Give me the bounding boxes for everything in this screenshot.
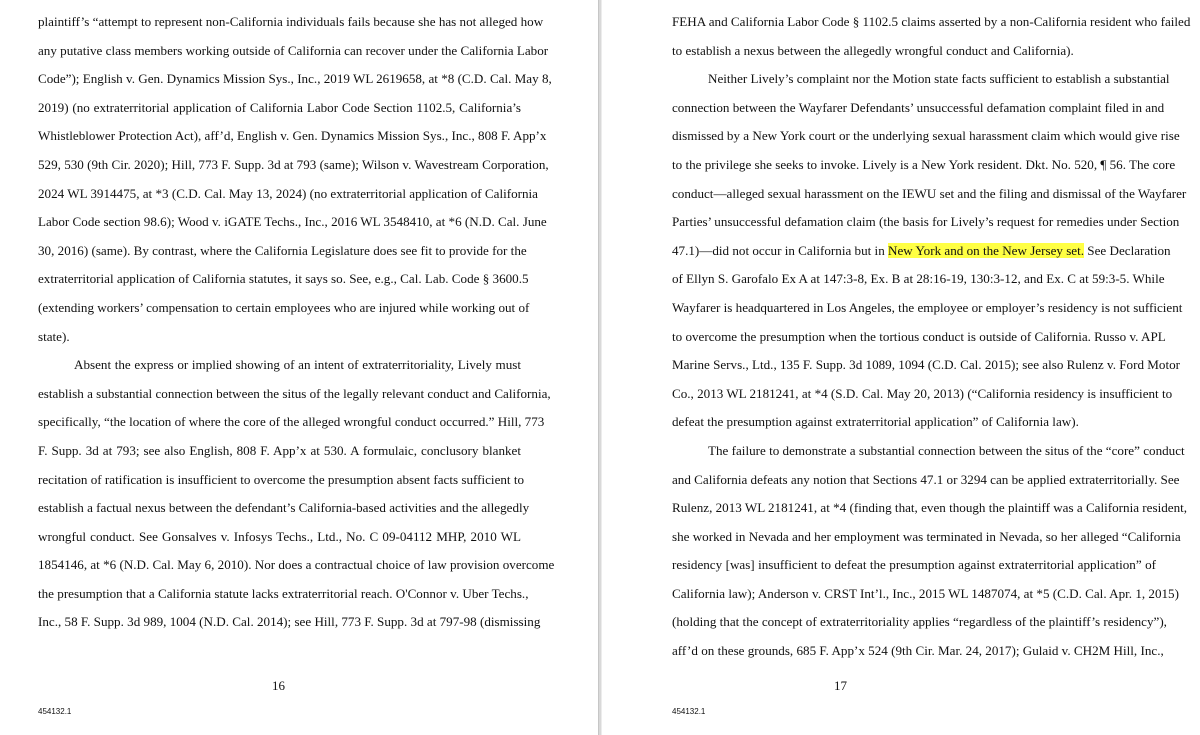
- page-16-body: [38, 8, 555, 637]
- text-line: Labor Code section 98.6); Wood v. iGATE Techs., Inc., 2016 WL 3548410, at *6 (N.D. Cal. June: [38, 214, 547, 230]
- text-line: F. Supp. 3d at 793; see also English, 808 F. App’x at 530. A formulaic, conclusory blanket: [38, 442, 521, 458]
- text-line: (holding that the concept of extraterritoriality applies “regardless of the plaintiff’s residency”),: [672, 614, 1167, 630]
- text-line: conduct—alleged sexual harassment on the IEWU set and the filing and dismissal of the Wayfarer: [672, 185, 1187, 201]
- document-id: 454132.1: [38, 707, 72, 716]
- text-line: 529, 530 (9th Cir. 2020); Hill, 773 F. Supp. 3d at 793 (same); Wilson v. Wavestream Corporation,: [38, 156, 549, 172]
- page-17-body: [672, 8, 1191, 666]
- highlighted-phrase: New York and on the New Jersey set.: [888, 242, 1085, 258]
- text-line: to establish a nexus between the allegedly wrongful conduct and California).: [672, 42, 1074, 58]
- text-line: to overcome the presumption when the tortious conduct is outside of California. Russo v. APL: [672, 328, 1166, 344]
- text-line: of Ellyn S. Garofalo Ex A at 147:3-8, Ex. B at 28:16-19, 130:3-12, and Ex. C at 59:3-5. While: [672, 271, 1165, 287]
- text-line: and California defeats any notion that Sections 47.1 or 3294 can be applied extraterritorially. See: [672, 471, 1180, 487]
- paragraph-first-line: Absent the express or implied showing of an intent of extraterritoriality, Lively must: [74, 357, 521, 373]
- text-line: state).: [38, 328, 70, 344]
- text-line: Code”); English v. Gen. Dynamics Mission Sys., Inc., 2019 WL 2619658, at *8 (C.D. Cal. May 8,: [38, 71, 552, 87]
- text-line: 1854146, at *6 (N.D. Cal. May 6, 2010). Nor does a contractual choice of law provision overcome: [38, 557, 555, 573]
- text-line: Parties’ unsuccessful defamation claim (the basis for Lively’s request for remedies under Section: [672, 214, 1180, 230]
- text-line: any putative class members working outside of California can recover under the California Labor: [38, 42, 549, 58]
- text-line: wrongful conduct. See Gonsalves v. Infosys Techs., Ltd., No. C 09-04112 MHP, 2010 WL: [38, 528, 521, 544]
- text-line: 2019) (no extraterritorial application of California Labor Code Section 1102.5, California’s: [38, 99, 521, 115]
- paragraph-first-line: Neither Lively’s complaint nor the Motion state facts sufficient to establish a substantial: [708, 71, 1170, 87]
- text-line: 30, 2016) (same). By contrast, where the California Legislature does see fit to provide for the: [38, 242, 527, 258]
- text-line: to the privilege she seeks to invoke. Lively is a New York resident. Dkt. No. 520, ¶ 56. The core: [672, 156, 1176, 172]
- text-line: the presumption that a California statute lacks extraterritorial reach. O'Connor v. Uber Techs.,: [38, 585, 529, 601]
- text-line: (extending workers’ compensation to certain employees who are injured while working out of: [38, 299, 530, 315]
- text-line: Marine Servs., Ltd., 135 F. Supp. 3d 1089, 1094 (C.D. Cal. 2015); see also Rulenz v. Ford Motor: [672, 357, 1180, 373]
- page-16: [0, 0, 598, 735]
- highlighted-line: 47.1)—did not occur in California but in New York and on the New Jersey set. See Declaration: [672, 242, 1171, 258]
- text-line: Whistleblower Protection Act), aff’d, English v. Gen. Dynamics Mission Sys., Inc., 808 F. App’x: [38, 128, 547, 144]
- text-line: plaintiff’s “attempt to represent non-California individuals fails because she has not alleged how: [38, 14, 544, 29]
- page-17: [602, 0, 1200, 735]
- text-line: extraterritorial application of California statutes, it says so. See, e.g., Cal. Lab. Code § 3600.5: [38, 271, 529, 287]
- paragraph-first-line: The failure to demonstrate a substantial connection between the situs of the “core” conduct: [708, 442, 1185, 458]
- page-number: 16: [272, 678, 285, 693]
- text-line: Rulenz, 2013 WL 2181241, at *4 (finding that, even though the plaintiff was a California resident,: [672, 500, 1188, 516]
- text-line: dismissed by a New York court or the underlying sexual harassment claim which would give rise: [672, 128, 1180, 144]
- text-line: recitation of ratification is insufficient to overcome the presumption absent facts sufficient to: [38, 471, 525, 487]
- text-line: FEHA and California Labor Code § 1102.5 claims asserted by a non-California resident who failed: [672, 14, 1191, 29]
- text-line: establish a factual nexus between the defendant’s California-based activities and the allegedly: [38, 500, 530, 516]
- page-number: 17: [834, 678, 847, 693]
- text-line: Inc., 58 F. Supp. 3d 989, 1004 (N.D. Cal. 2014); see Hill, 773 F. Supp. 3d at 797-98 (dismissing: [38, 614, 541, 630]
- text-line: establish a substantial connection between the situs of the legally relevant conduct and California,: [38, 385, 551, 401]
- text-line: defeat the presumption against extraterritorial application” of California law).: [672, 414, 1079, 430]
- text-line: California law); Anderson v. CRST Int’l., Inc., 2015 WL 1487074, at *5 (C.D. Cal. Apr. 1, 2015): [672, 585, 1179, 601]
- text-line: residency [was] insufficient to defeat the presumption against extraterritorial application” of: [672, 557, 1156, 573]
- text-line: 2024 WL 3914475, at *3 (C.D. Cal. May 13, 2024) (no extraterritorial application of California: [38, 185, 538, 201]
- text-line: aff’d on these grounds, 685 F. App’x 524 (9th Cir. Mar. 24, 2017); Gulaid v. CH2M Hill, Inc.,: [672, 643, 1164, 659]
- document-id: 454132.1: [672, 707, 706, 716]
- text-line: connection between the Wayfarer Defendants’ unsuccessful defamation complaint filed in and: [672, 99, 1165, 115]
- text-line: Co., 2013 WL 2181241, at *4 (S.D. Cal. May 20, 2013) (“California residency is insufficient to: [672, 385, 1173, 401]
- text-line: she worked in Nevada and her employment was terminated in Nevada, so her alleged “California: [672, 528, 1181, 544]
- text-line: specifically, “the location of where the core of the alleged wrongful conduct occurred.” Hill, 773: [38, 414, 545, 430]
- text-line: Wayfarer is headquartered in Los Angeles, the employee or employer’s residency is not sufficient: [672, 299, 1183, 315]
